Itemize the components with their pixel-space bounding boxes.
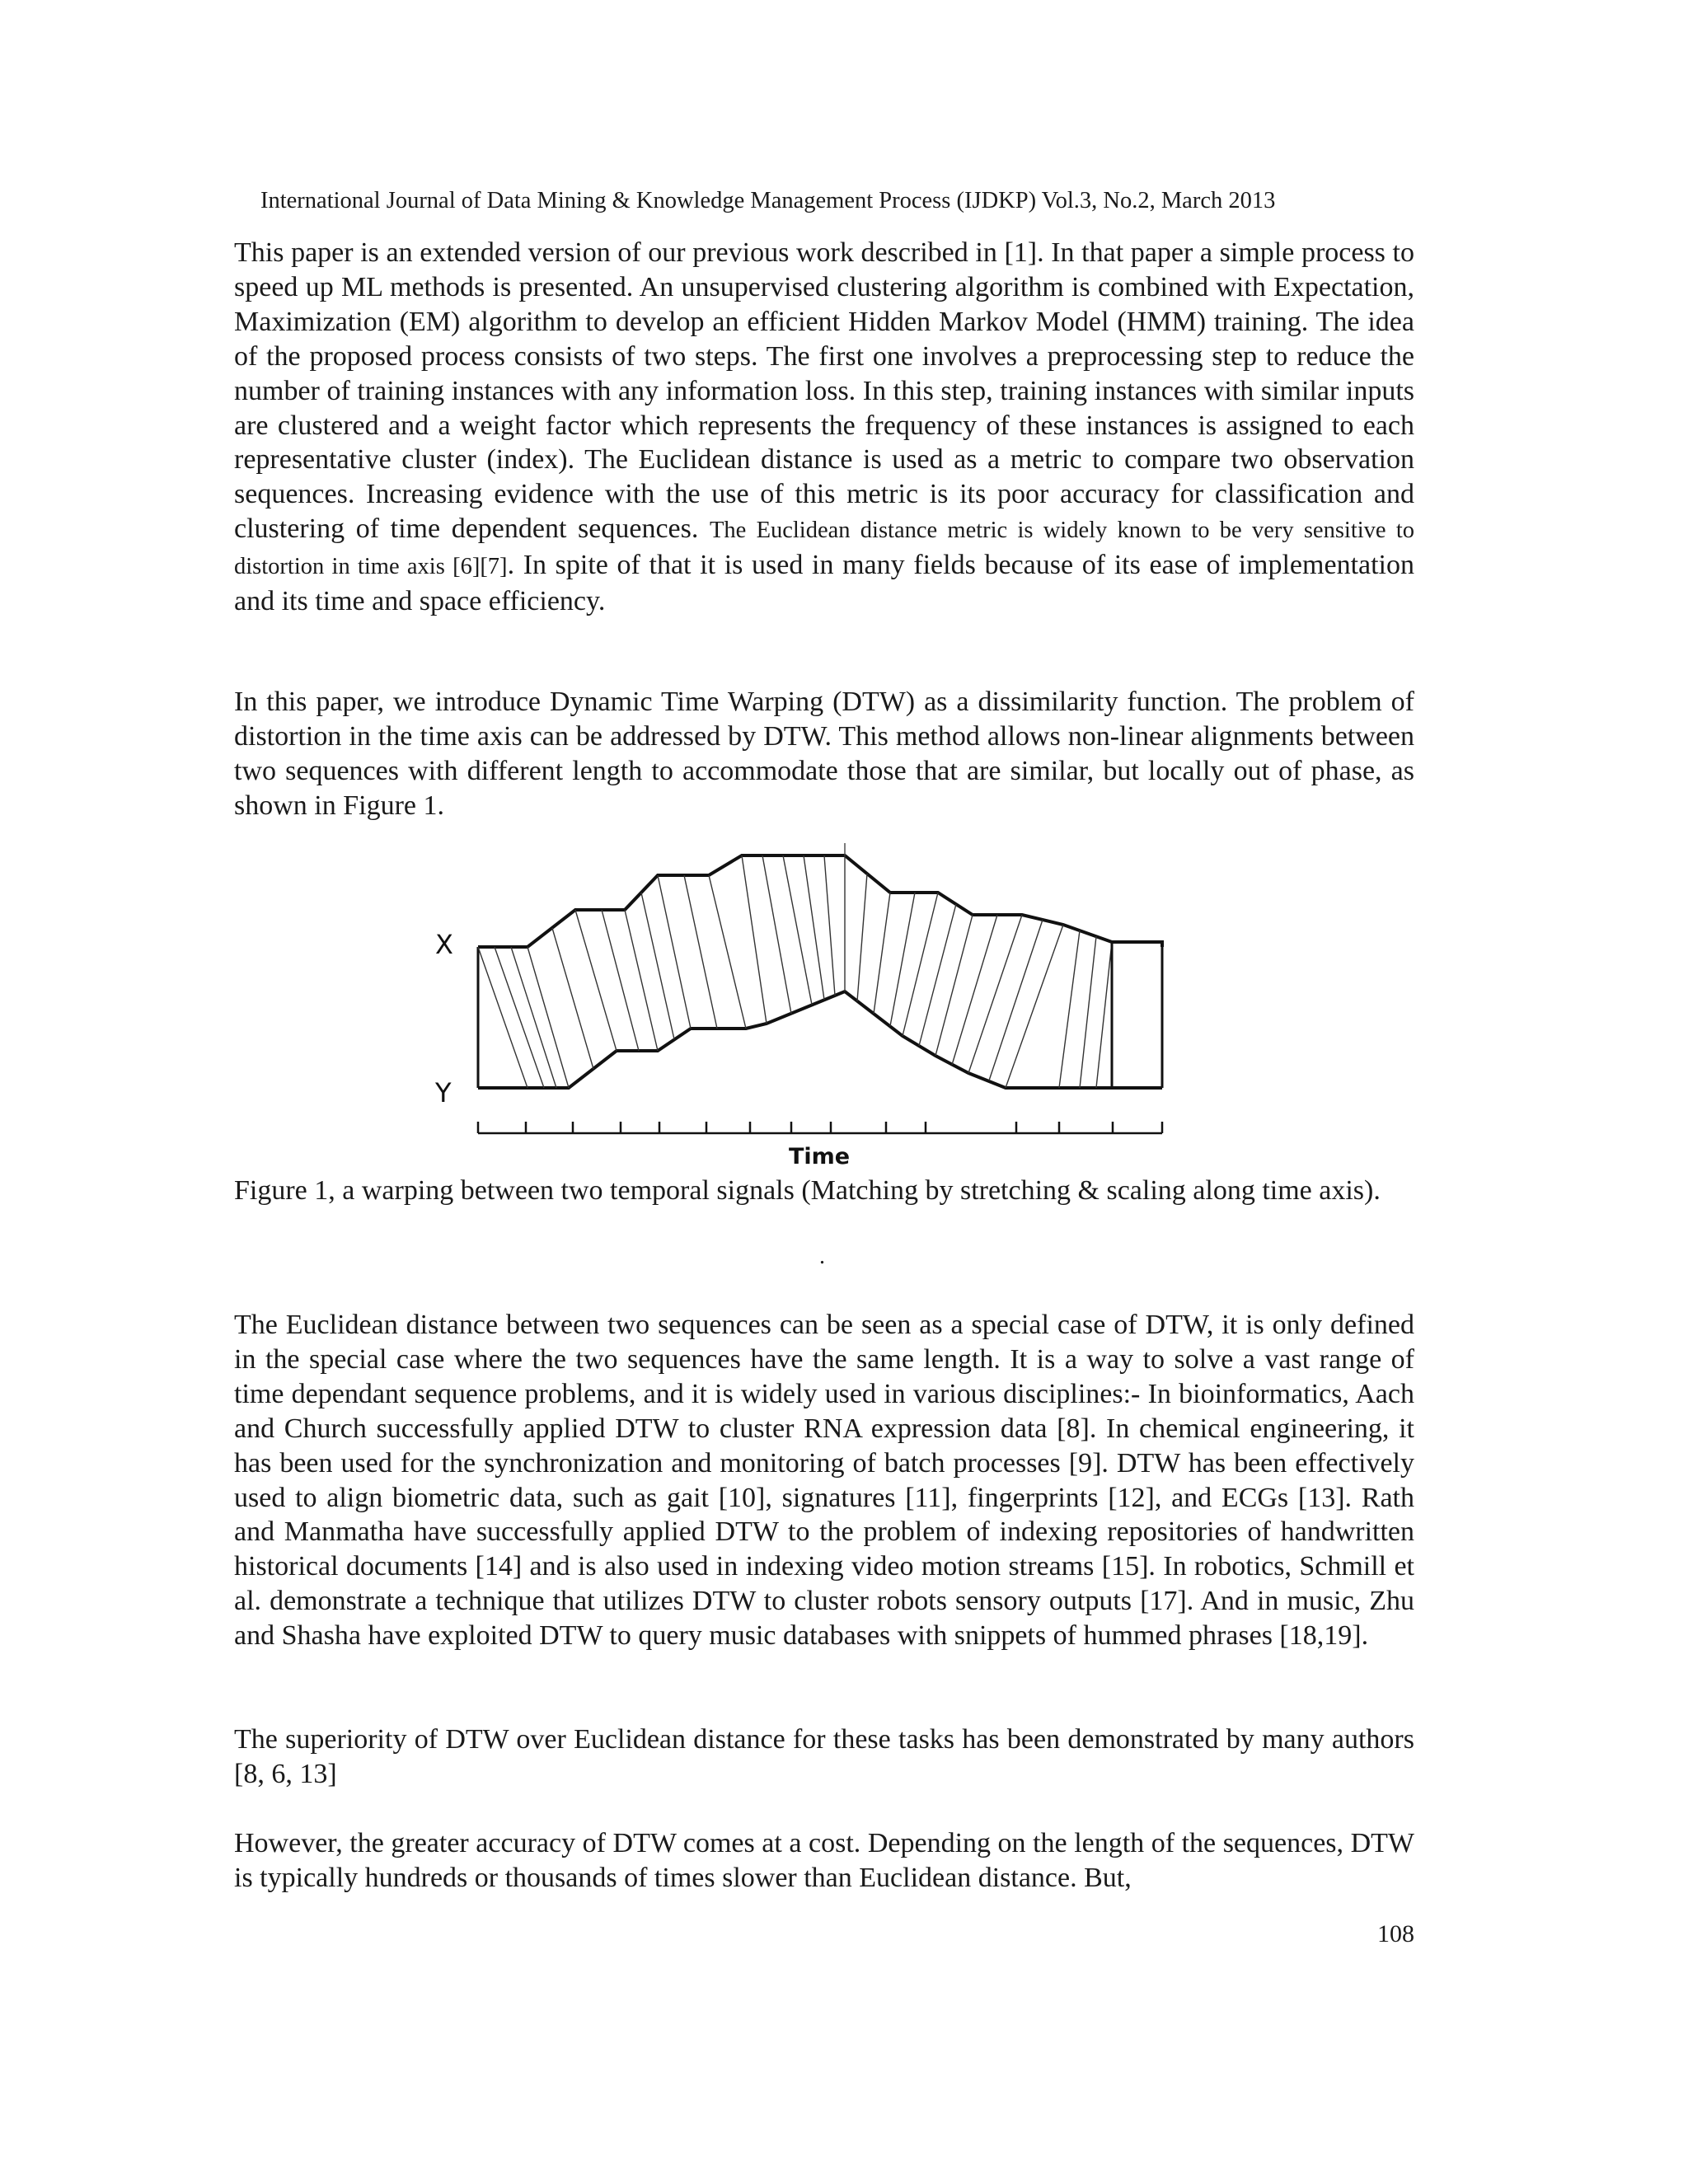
warp-line [919,904,956,1046]
paragraph-1 [234,236,1414,619]
warp-line [857,874,867,1001]
paragraph-3: The Euclidean distance between two sequences can be seen as a special case of DTW, it is only defined in the special case where the two sequences have the same length. It is a way to solve a vast range of time dependant sequence problems, and it is widely used in various disciplines:- In bioinformatics, Aach and Church successfully applied DTW to cluster RNA expression data [8]. In chemical engineering, it has been used for the synchronization and monitoring of batch processes [9]. DTW has been effectively used to align biometric data, such as gait [10], signatures [11], fingerprints [12], and ECGs [13]. Rath and Manmatha have successfully applied DTW to the problem of indexing repositories of handwritten historical documents [14] and is also used in indexing video motion streams [15]. In robotics, Schmill et al. demonstrate a technique that utilizes DTW to cluster robots sensory outputs [17]. And in music, Zhu and Shasha have exploited DTW to query music databases with snippets of hummed phrases [18,19]. [234,1310,1414,1652]
warp-line [968,915,1022,1073]
warp-line [495,947,544,1088]
signal-x [478,855,1162,947]
warp-line [602,910,639,1051]
warp-line [989,920,1043,1080]
warp-line [935,915,973,1056]
warp-line [478,947,528,1088]
warp-line [709,875,746,1029]
warp-line [1080,936,1096,1088]
signal-x-label: X [435,929,453,960]
warp-line [890,893,915,1026]
paragraph-1-small-run: The Euclidean distance metric is widely known to be very sensitive to distortion in time axis [6][7] [234,518,1414,580]
paragraph-1-tail: . In spite of that it is used in many fields because of its ease of implementation and its time and space efficiency. [234,550,1414,617]
warp-line [824,855,835,996]
time-axis [478,1122,1162,1133]
warp-line [625,910,658,1051]
running-header: International Journal of Data Mining & Knowledge Management Process (IJDKP) Vol.3, No.2, March 2013 [260,188,1276,213]
warp-line [742,855,767,1024]
warp-line [684,875,717,1029]
paragraph-5: However, the greater accuracy of DTW comes at a cost. Depending on the length of the sequences, DTW is typically hundreds or thousands of times slower than Euclidean distance. But, [234,1828,1414,1893]
warp-line [641,893,674,1039]
paragraph-1-main: This paper is an extended version of our previous work described in [1]. In that paper a simple process to speed up ML methods is presented. An unsupervised clustering algorithm is combined with Expectation, Maximization (EM) algorithm to develop an efficient Hidden Markov Model (HMM) training. The idea of the proposed process consists of two steps. The first one involves a preprocessing step to reduce the number of training instances with any information loss. In this step, training instances with similar inputs are clustered and a weight factor which represents the frequency of these instances is assigned to each representative cluster (index). The Euclidean distance is used as a metric to compare two observation sequences. Increasing evidence with the use of this metric is its poor accuracy for classification and clustering of time dependent sequences. [234,237,1414,545]
paragraph-4: The superiority of DTW over Euclidean distance for these tasks has been demonstrated by many authors [8, 6, 13] [234,1724,1414,1789]
time-axis-label: Time [789,1144,851,1169]
signal-y-label: Y [435,1077,452,1108]
page-number: 108 [1377,1920,1414,1947]
stray-mark: . [819,1244,825,1269]
warp-line [874,893,890,1014]
dtw-warping-diagram [429,828,1187,1174]
signal-y [478,991,1162,1088]
warp-line [762,855,791,1014]
figure-caption: Figure 1, a warping between two temporal signals (Matching by stretching & scaling along time axis). [234,1175,1381,1206]
warp-line [1059,930,1080,1088]
warp-line [658,875,691,1029]
warp-line [783,855,812,1005]
warping-lines [478,855,1112,1088]
warp-line [903,893,938,1036]
figure-1-dtw-warping [429,828,1187,1174]
paragraph-2: In this paper, we introduce Dynamic Time Warping (DTW) as a dissimilarity function. The problem of distortion in the time axis can be addressed by DTW. This method allows non-linear alignments between two sequences with different length to accommodate those that are similar, but locally out of phase, as shown in Figure 1. [234,687,1414,821]
warp-line [1096,942,1112,1088]
warp-line [952,915,997,1065]
